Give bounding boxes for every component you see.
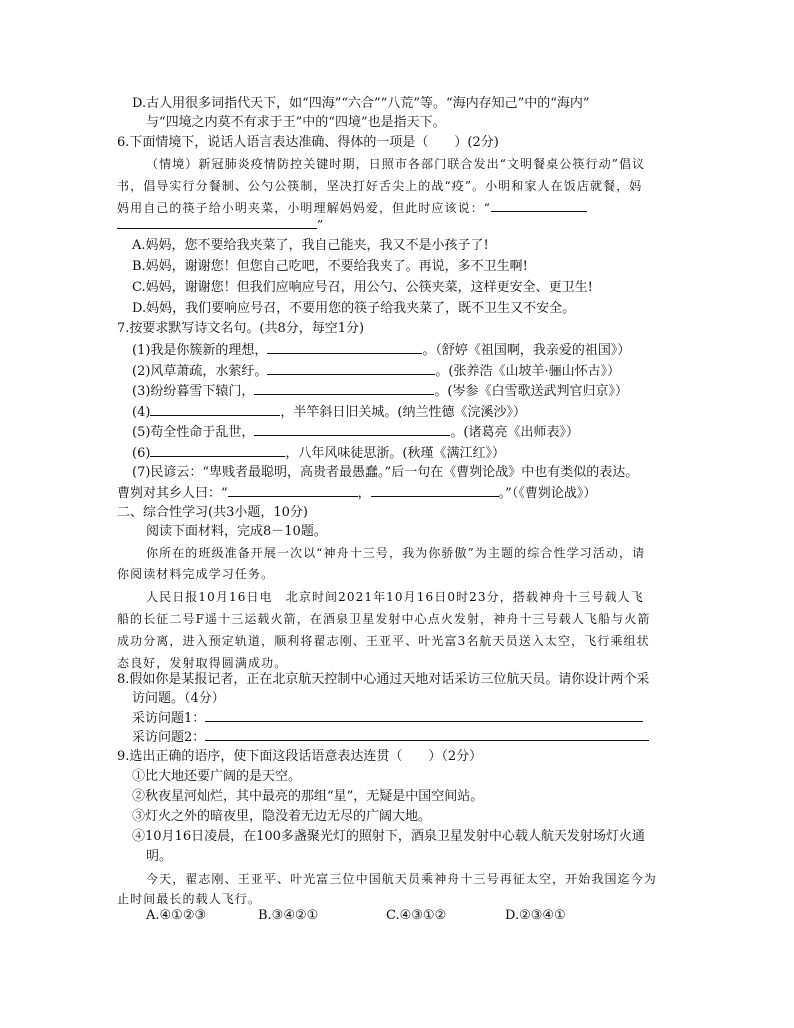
q7-item6-num: (6) bbox=[132, 446, 151, 461]
q7-item6 bbox=[132, 444, 505, 463]
q7-item1 bbox=[132, 341, 630, 360]
q6-answer-blank[interactable] bbox=[491, 199, 587, 212]
q7-item2 bbox=[132, 362, 620, 381]
q9-option-a: A.④①②③ bbox=[146, 908, 207, 923]
q8-stem-line1: 8.假如你是某报记者，正在北京航天控制中心通过天地对话采访三位航天员。请你设计两个采 bbox=[117, 672, 650, 687]
q7-item2-source: 。(张养浩《山坡羊·骊山怀古》） bbox=[435, 364, 621, 379]
q8-question1 bbox=[132, 709, 643, 728]
section2-task-line2: 你阅读材料完成学习任务。 bbox=[117, 567, 275, 581]
q9-stem: 9.选出正确的语序，使下面这段话语意表达连贯（ ）（2分） bbox=[117, 749, 483, 764]
q9-passage-line1: 今天，翟志刚、王亚平、叶光富三位中国航天员乘神舟十三号再征太空，开始我国迄今为 bbox=[146, 872, 657, 886]
news-line1: 人民日报10月16日电 北京时间2021年10月16日0时23分，搭载神舟十三号载人飞 bbox=[146, 590, 644, 604]
news-line2: 船的长征二号F遥十三运载火箭，在酒泉卫星发射中心点火发射，神舟十三号载人飞船与火箭 bbox=[117, 612, 651, 626]
q7-item3-text: (3)纷纷暮雪下辕门， bbox=[132, 384, 255, 399]
q9-option-c: C.④③①② bbox=[386, 908, 447, 923]
q7-item1-source: 。（舒婷《祖国啊，我亲爱的祖国》） bbox=[422, 343, 631, 358]
q9-sentence1: ①比大地还要广阔的是天空。 bbox=[132, 769, 302, 784]
section2-task-line1: 你所在的班级准备开展一次以“神舟十三号，我为你骄傲”为主题的综合性学习活动，请 bbox=[146, 546, 646, 560]
q7-item5-source: 。(诸葛亮《出师表》） bbox=[450, 425, 579, 440]
q7-item4-num: (4) bbox=[132, 405, 151, 420]
q8-stem-line2: 访问题。（4分） bbox=[132, 691, 225, 706]
q7-item8-comma: ， bbox=[357, 486, 371, 501]
q8-answer1-line[interactable] bbox=[205, 709, 643, 722]
q5-option-d-line2: 与“四境之内莫不有求于王”中的“四境”也是指天下。 bbox=[146, 115, 446, 130]
q7-item6-source: ，八年风味徒思浙。(秋瑾《满江红》） bbox=[285, 446, 505, 461]
q6-context-line2: 书，倡导实行分餐制、公勺公筷制，坚决打好舌尖上的战“疫”。小明和家人在饭店就餐，妈 bbox=[117, 179, 643, 193]
q7-blank2[interactable] bbox=[267, 362, 435, 375]
q6-answer-blank-2[interactable] bbox=[117, 216, 317, 229]
news-line4: 态良好，发射取得圆满成功。 bbox=[117, 656, 288, 670]
q7-stem: 7.按要求默写诗文名句。(共8分，每空1分) bbox=[117, 321, 365, 336]
q6-context-line3 bbox=[117, 199, 587, 217]
q6-context-text: 妈用自己的筷子给小明夹菜，小明理解妈妈爱，但此时应该说：“ bbox=[117, 201, 492, 215]
q8-question2-label: 采访问题2： bbox=[132, 730, 206, 745]
q7-item4-source: ，半竿斜日旧关城。(纳兰性德《浣溪沙》） bbox=[280, 405, 526, 420]
q7-item8-source: 。”（《曹刿论战》） bbox=[498, 486, 597, 501]
q6-context-line4 bbox=[117, 216, 324, 234]
q7-blank4[interactable] bbox=[150, 403, 280, 416]
q6-quote-close: ” bbox=[317, 218, 325, 232]
q6-stem: 6.下面情境下，说话人语言表达准确、得体的一项是（ ）(2分) bbox=[117, 135, 499, 150]
q9-sentence3: ③灯火之外的暗夜里，隐没着无边无尽的广阔大地。 bbox=[132, 809, 432, 824]
q7-item1-text: (1)我是你簇新的理想， bbox=[132, 343, 268, 358]
q9-option-d: D.②③④① bbox=[505, 908, 566, 923]
q9-passage-line2: 止时间最长的载人飞行。 bbox=[117, 892, 262, 906]
q9-sentence4-line1: ④10月16日凌晨，在100多盏聚光灯的照射下，酒泉卫星发射中心载人航天发射场灯火通 bbox=[132, 829, 645, 844]
q7-blank8[interactable] bbox=[371, 484, 499, 497]
q9-option-b: B.③④②① bbox=[258, 908, 319, 923]
section2-title: 二、综合性学习(共3小题，10分) bbox=[117, 505, 308, 520]
q7-item7: (7)民谚云：“卑贱者最聪明，高贵者最愚蠢。”后一句在《曹刿论战》中也有类似的表达。 bbox=[132, 465, 639, 480]
q7-item5-text: (5)苟全性命于乱世， bbox=[132, 425, 255, 440]
q6-option-b: B.妈妈，谢谢您！但您自己吃吧，不要给我夹了。再说，多不卫生啊! bbox=[132, 259, 528, 274]
q9-sentence2: ②秋夜星河灿烂，其中最亮的那组“星”，无疑是中国空间站。 bbox=[132, 789, 484, 804]
q7-item2-text: (2)风草萧疏，水萦纡。 bbox=[132, 364, 268, 379]
news-line3: 成功分离，进入预定轨道，顺利将翟志刚、王亚平、叶光富3名航天员送入太空，飞行乘组状 bbox=[117, 634, 650, 648]
q7-item8-text: 曹刿对其乡人曰：“ bbox=[117, 486, 228, 501]
q7-item8 bbox=[117, 484, 596, 503]
q6-option-d: D.妈妈，我们要响应号召，不要用您的筷子给我夹菜了，既不卫生又不安全。 bbox=[132, 301, 576, 316]
q6-option-a: A.妈妈，您不要给我夹菜了，我自己能夹，我又不是小孩子了! bbox=[132, 238, 489, 253]
q6-option-c: C.妈妈，谢谢您！但我们应响应号召，用公勺、公筷夹菜，这样更安全、更卫生! bbox=[132, 280, 593, 295]
q8-answer2-line[interactable] bbox=[205, 728, 649, 741]
q7-item3 bbox=[132, 382, 628, 401]
q7-blank5[interactable] bbox=[254, 423, 450, 436]
q7-blank3[interactable] bbox=[254, 382, 434, 395]
q7-item4 bbox=[132, 403, 526, 422]
q7-blank6[interactable] bbox=[150, 444, 285, 457]
q6-context-line1: （情境）新冠肺炎疫情防控关键时期，日照市各部门联合发出“文明餐桌公筷行动”倡议 bbox=[146, 157, 646, 171]
q5-option-d-line1: D.古人用很多词指代天下，如“四海”“六合”“八荒”等。“海内存知己”中的“海内” bbox=[132, 96, 590, 111]
q7-item3-source: 。(岑参《白雪歌送武判官归京》） bbox=[434, 384, 628, 399]
q7-item5 bbox=[132, 423, 579, 442]
section2-intro: 阅读下面材料，完成8－10题。 bbox=[146, 524, 327, 539]
q7-blank1[interactable] bbox=[267, 341, 422, 354]
q9-sentence4-line2: 明。 bbox=[146, 849, 173, 864]
q8-question2 bbox=[132, 728, 649, 747]
q7-blank7[interactable] bbox=[228, 484, 358, 497]
q8-question1-label: 采访问题1： bbox=[132, 711, 206, 726]
